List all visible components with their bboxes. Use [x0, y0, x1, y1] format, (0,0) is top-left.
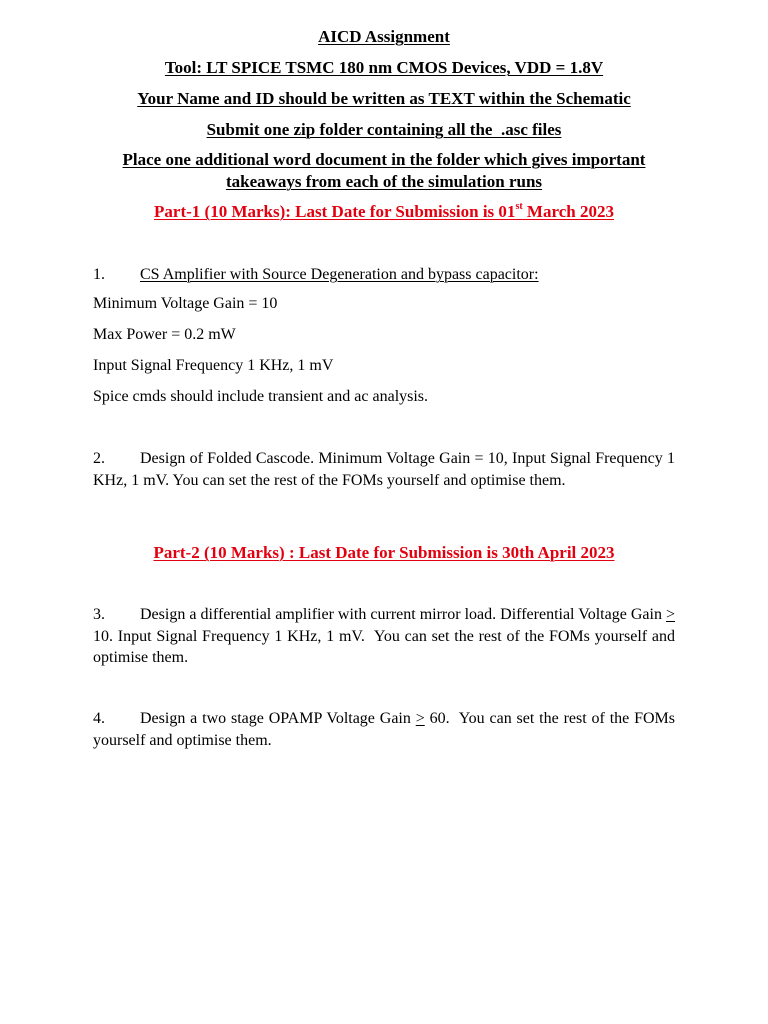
q1-spice-cmds: Spice cmds should include transient and ac analysis.	[93, 388, 429, 405]
q4-paragraph	[93, 708, 679, 751]
part1-heading-text	[154, 202, 614, 221]
submit-note-text: Submit one zip folder containing all the .asc files	[206, 120, 562, 139]
submit-note	[0, 119, 768, 140]
name-id-note-text: Your Name and ID should be written as TEXT within the Schematic	[137, 89, 631, 108]
q4-number: 4.	[93, 710, 105, 727]
name-id-note	[0, 88, 768, 109]
q3-text-start: Design a differential amplifier with current mirror load. Differential Voltage Gain	[140, 606, 666, 623]
q3-gte-symbol: >	[665, 606, 675, 623]
q3-number: 3.	[93, 606, 105, 623]
word-doc-note: Place one additional word document in the folder which gives important takeaways from each of the simulation runs	[122, 150, 646, 191]
q1-min-gain: Minimum Voltage Gain = 10	[93, 295, 278, 312]
q3-text-end: 10. Input Signal Frequency 1 KHz, 1 mV. You can set the rest of the FOMs yourself and optimise them.	[93, 606, 679, 666]
part2-heading-text: Part-2 (10 Marks) : Last Date for Submission is 30th April 2023	[153, 543, 615, 562]
part1-heading-end: March 2023	[522, 202, 614, 221]
part1-heading-sup: st	[515, 201, 523, 213]
q1-input-signal: Input Signal Frequency 1 KHz, 1 mV	[93, 357, 334, 374]
q2-text: Design of Folded Cascode. Minimum Voltage Gain = 10, Input Signal Frequency 1 KHz, 1 mV. You can set the rest of the FOMs yourself and optimise them.	[93, 450, 675, 489]
part2-heading	[0, 542, 768, 563]
q2-number: 2.	[93, 450, 105, 467]
q1-max-power: Max Power = 0.2 mW	[93, 326, 236, 343]
q4-text-start: Design a two stage OPAMP Voltage Gain	[140, 710, 416, 727]
q3-paragraph	[93, 604, 679, 669]
doc-title-text: AICD Assignment	[318, 27, 450, 46]
q1-heading	[93, 265, 539, 285]
q1-number: 1.	[93, 266, 105, 283]
part1-heading	[0, 201, 768, 222]
part1-heading-main: Part-1 (10 Marks): Last Date for Submission is 01	[154, 202, 516, 221]
q4-gte-symbol: >	[415, 710, 425, 727]
q2-paragraph	[93, 448, 675, 491]
tool-line-text: Tool: LT SPICE TSMC 180 nm CMOS Devices, VDD = 1.8V	[164, 58, 604, 77]
tool-line	[0, 57, 768, 78]
q1-title: CS Amplifier with Source Degeneration and bypass capacitor:	[140, 266, 539, 283]
doc-title	[0, 26, 768, 47]
q4-text-end: 60. You can set the rest of the FOMs yourself and optimise them.	[93, 710, 679, 749]
